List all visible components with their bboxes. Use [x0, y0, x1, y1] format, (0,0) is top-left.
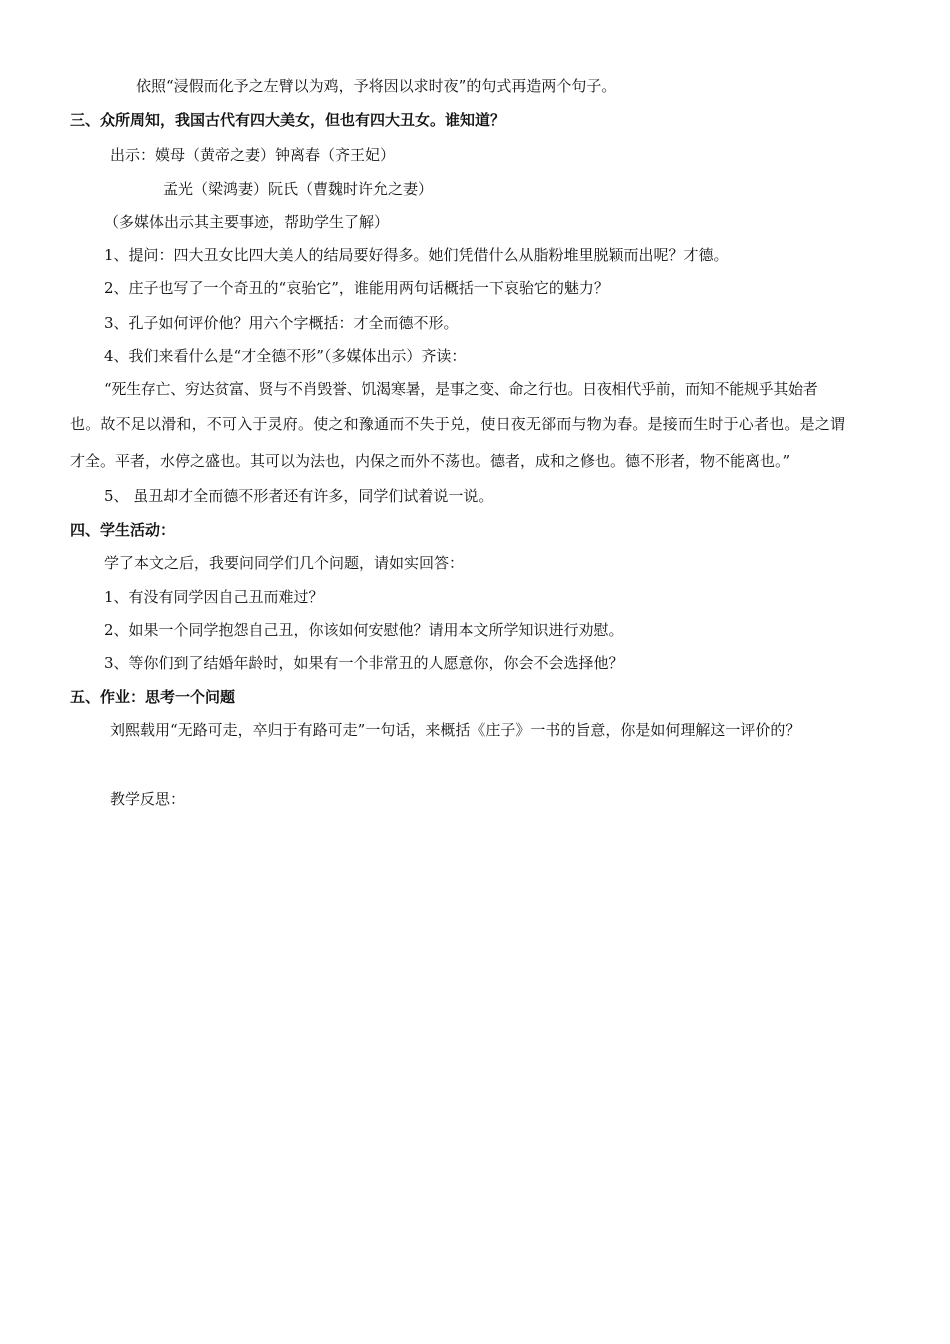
section-4-lead: 学了本文之后，我要问同学们几个问题，请如实回答： — [104, 554, 465, 572]
section-4-question-3: 3、等你们到了结婚年龄时，如果有一个非常丑的人愿意你，你会不会选择他？ — [104, 654, 624, 672]
intro-line: 依照“浸假而化予之左臂以为鸡，予将因以求时夜”的句式再造两个句子。 — [136, 77, 617, 95]
reveal-line-2: 孟光（梁鸿妻）阮氏（曹魏时许允之妻） — [163, 180, 434, 198]
section-3-question-4: 4、我们来看什么是“才全德不形”（多媒体出示）齐读： — [104, 347, 467, 365]
quote-line-3: 才全。平者，水停之盛也。其可以为法也，内保之而外不荡也。德者，成和之修也。德不形者，物不能离也。” — [70, 452, 791, 470]
quote-line-1: “死生存亡、穷达贫富、贤与不肖毁誉、饥渴寒暑，是事之变、命之行也。日夜相代乎前，而知不能规乎其始者 — [104, 380, 818, 398]
section-3-question-1: 1、提问：四大丑女比四大美人的结局要好得多。她们凭借什么从脂粉堆里脱颖而出呢？才德。 — [104, 246, 729, 264]
section-3-question-3: 3、孔子如何评价他？用六个字概括：才全而德不形。 — [104, 314, 459, 332]
section-5-heading: 五、作业：思考一个问题 — [70, 688, 236, 706]
section-4-question-1: 1、有没有同学因自己丑而难过？ — [104, 588, 324, 606]
section-3-question-2: 2、庄子也写了一个奇丑的“哀骀它”，谁能用两句话概括一下哀骀它的魅力？ — [104, 279, 609, 297]
section-4-question-2: 2、如果一个同学抱怨自己丑，你该如何安慰他？请用本文所学知识进行劝慰。 — [104, 621, 624, 639]
section-3-heading: 三、众所周知，我国古代有四大美女，但也有四大丑女。谁知道？ — [70, 111, 506, 129]
reflection-label: 教学反思： — [110, 790, 186, 808]
quote-line-2: 也。故不足以滑和，不可入于灵府。使之和豫通而不失于兑，使日夜无郤而与物为春。是接而生时于心者也。是之谓 — [70, 415, 846, 433]
section-5-task: 刘熙载用“无路可走，卒归于有路可走”一句话，来概括《庄子》一书的旨意，你是如何理解这一评价的？ — [110, 721, 801, 739]
section-3-question-5: 5、 虽丑却才全而德不形者还有许多，同学们试着说一说。 — [104, 487, 494, 505]
section-4-heading: 四、学生活动： — [70, 521, 176, 539]
reveal-line-1: 出示：嫫母（黄帝之妻）钟离春（齐王妃） — [110, 146, 396, 164]
media-note: （多媒体出示其主要事迹，帮助学生了解） — [104, 213, 390, 231]
